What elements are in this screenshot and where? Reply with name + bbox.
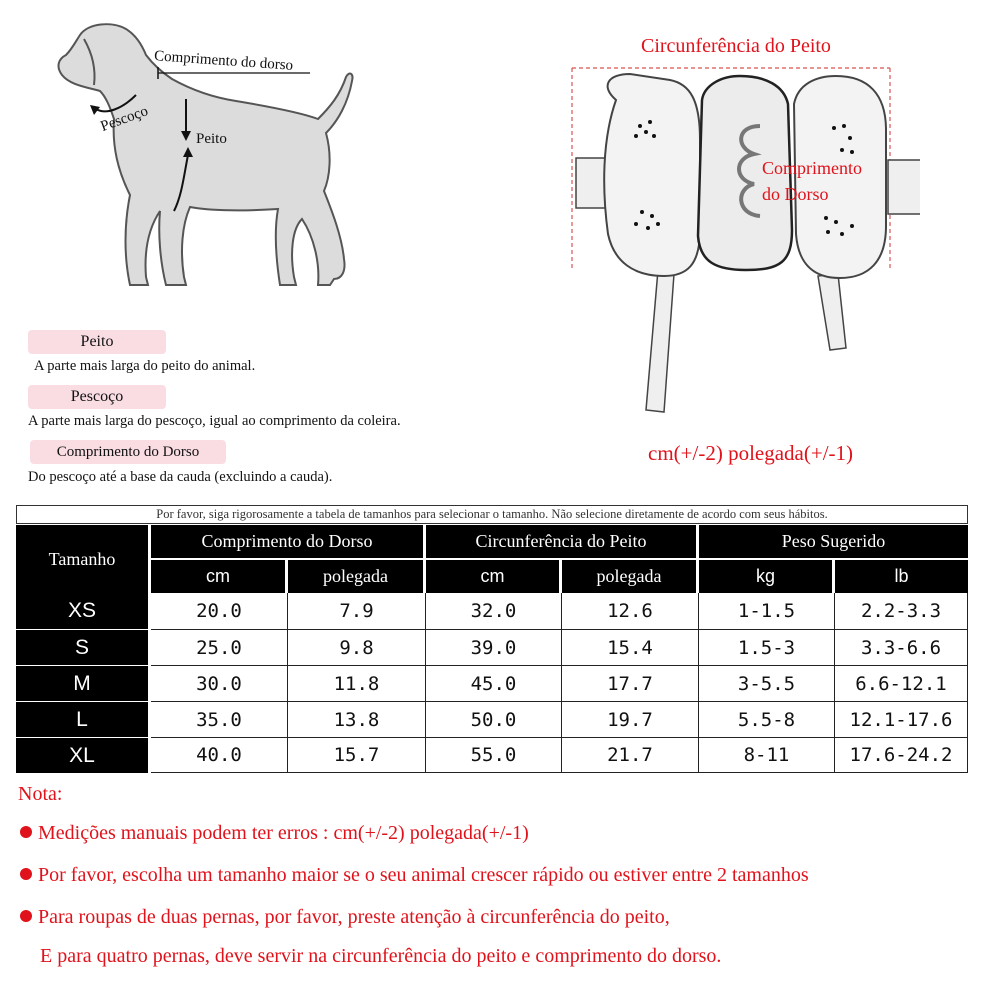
- table-cell: 25.0: [151, 630, 288, 666]
- size-label: XL: [16, 738, 148, 773]
- note-continuation: E para quatro pernas, deve servir na circunferência do peito e comprimento do dorso.: [40, 945, 722, 967]
- note-text: Por favor, escolha um tamanho maior se o seu animal crescer rápido ou estiver entre 2 tamanhos: [38, 864, 809, 886]
- size-column-header: Tamanho: [16, 525, 148, 593]
- chest-label: Peito: [196, 131, 227, 147]
- glossary-desc-chest: A parte mais larga do peito do animal.: [34, 358, 256, 374]
- table-cell: 3.3-6.6: [835, 630, 968, 666]
- neck-label: Pescoço: [98, 103, 151, 135]
- harness-product-icon: [560, 30, 920, 430]
- table-cell: 17.7: [562, 666, 699, 702]
- group-weight-header: Peso Sugerido: [699, 525, 968, 558]
- table-cell: 40.0: [151, 738, 288, 773]
- bullet-dot-icon: [20, 868, 32, 880]
- table-cell: 13.8: [288, 702, 426, 738]
- size-table: [16, 505, 968, 773]
- product-back-length-line2: do Dorso: [762, 184, 829, 204]
- table-cell: 7.9: [288, 593, 426, 630]
- table-cell: 12.6: [562, 593, 699, 630]
- measurement-tolerance: cm(+/-2) polegada(+/-1): [648, 441, 854, 465]
- table-cell: 35.0: [151, 702, 288, 738]
- table-cell: 17.6-24.2: [835, 738, 968, 773]
- glossary-term-chest: Peito: [28, 330, 166, 354]
- unit-header: cm: [151, 560, 285, 593]
- dog-measurement-diagram: [40, 15, 380, 305]
- note-item: [20, 864, 809, 887]
- chest-circumference-title: Circunferência do Peito: [641, 35, 831, 57]
- note-item: [20, 822, 529, 845]
- unit-header: polegada: [562, 560, 696, 593]
- table-cell: 20.0: [151, 593, 288, 630]
- table-cell: 1-1.5: [699, 593, 835, 630]
- unit-header: cm: [426, 560, 559, 593]
- table-cell: 15.4: [562, 630, 699, 666]
- table-cell: 11.8: [288, 666, 426, 702]
- back-length-label: Comprimento do dorso: [153, 48, 294, 74]
- glossary-desc-back-length: Do pescoço até a base da cauda (excluindo a cauda).: [28, 469, 333, 485]
- group-chest-header: Circunferência do Peito: [426, 525, 696, 558]
- unit-header: kg: [699, 560, 832, 593]
- table-cell: 39.0: [426, 630, 562, 666]
- table-cell: 1.5-3: [699, 630, 835, 666]
- table-cell: 15.7: [288, 738, 426, 773]
- table-cell: 6.6-12.1: [835, 666, 968, 702]
- note-item: [20, 906, 670, 929]
- size-label: M: [16, 666, 148, 701]
- table-instruction-note: Por favor, siga rigorosamente a tabela de tamanhos para selecionar o tamanho. Não selecione diretamente de acordo com seus hábitos.: [16, 505, 968, 524]
- group-back-length-header: Comprimento do Dorso: [151, 525, 423, 558]
- product-back-length-line1: Comprimento: [762, 158, 862, 178]
- bullet-dot-icon: [20, 910, 32, 922]
- size-label: L: [16, 702, 148, 737]
- table-cell: 5.5-8: [699, 702, 835, 738]
- product-illustration: [560, 30, 920, 430]
- unit-header: polegada: [288, 560, 423, 593]
- table-cell: 32.0: [426, 593, 562, 630]
- unit-header: lb: [835, 560, 968, 593]
- table-cell: 3-5.5: [699, 666, 835, 702]
- table-cell: 2.2-3.3: [835, 593, 968, 630]
- table-cell: 55.0: [426, 738, 562, 773]
- glossary-term-back-length: Comprimento do Dorso: [30, 440, 226, 464]
- note-text: Medições manuais podem ter erros : cm(+/-2) polegada(+/-1): [38, 822, 529, 844]
- notes-title: Nota:: [18, 783, 63, 805]
- table-cell: 12.1-17.6: [835, 702, 968, 738]
- note-text: Para roupas de duas pernas, por favor, preste atenção à circunferência do peito,: [38, 906, 670, 928]
- bullet-dot-icon: [20, 826, 32, 838]
- table-cell: 30.0: [151, 666, 288, 702]
- table-cell: 9.8: [288, 630, 426, 666]
- table-cell: 45.0: [426, 666, 562, 702]
- glossary-desc-neck: A parte mais larga do pescoço, igual ao comprimento da coleira.: [28, 413, 401, 429]
- table-cell: 50.0: [426, 702, 562, 738]
- size-label: XS: [16, 593, 148, 629]
- table-cell: 21.7: [562, 738, 699, 773]
- size-label: S: [16, 630, 148, 665]
- glossary-term-neck: Pescoço: [28, 385, 166, 409]
- table-cell: 8-11: [699, 738, 835, 773]
- table-cell: 19.7: [562, 702, 699, 738]
